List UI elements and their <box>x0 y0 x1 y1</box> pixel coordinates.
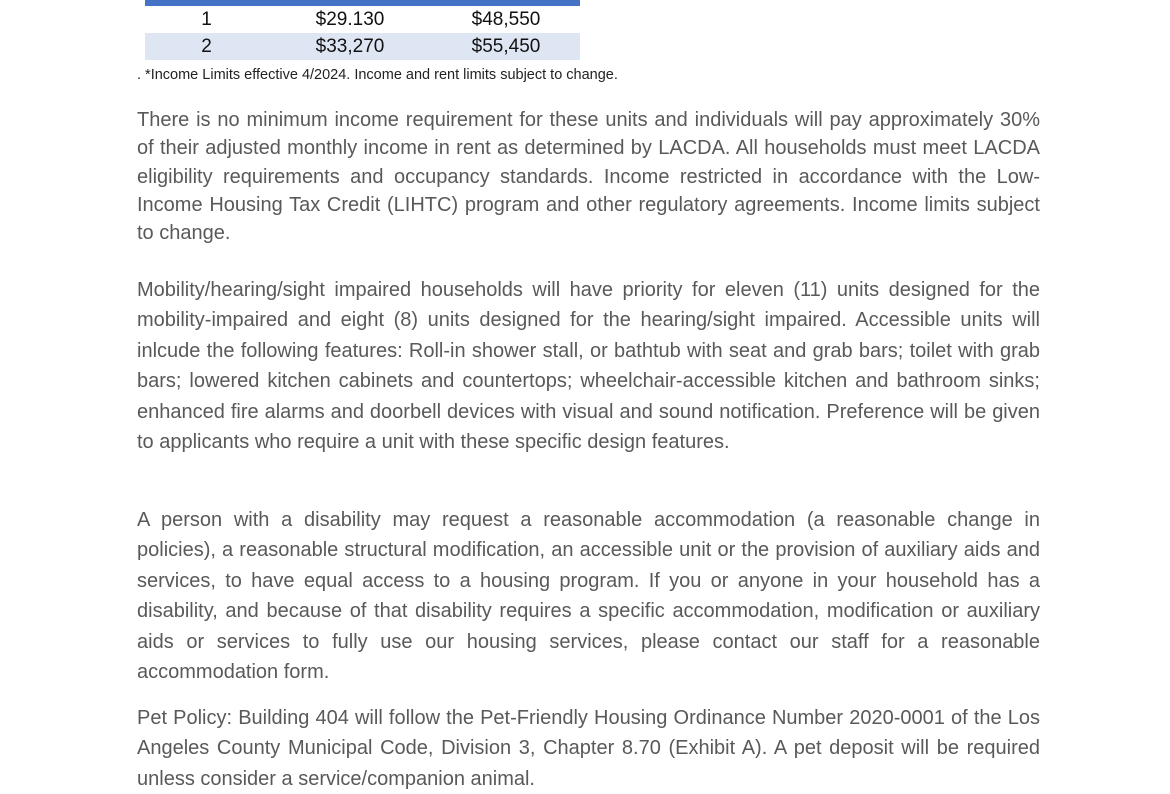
reasonable-accommodation-paragraph: A person with a disability may request a reasonable accommodation (a reasonable change in policies), a reasonable structural modification, an accessible unit or the provision of auxiliary aids and services, to have equal access to a housing program. If you or anyone in your household has a disability, and because of that disability requires a specific accommodation, modification or auxiliary aids or services to fully use our housing services, please contact our staff for a reasonable accommodation form. <box>137 509 1040 684</box>
income-limit-cell: $33,270 <box>268 33 432 60</box>
income-limits-footnote: . *Income Limits effective 4/2024. Income and rent limits subject to change. <box>137 67 618 83</box>
income-requirement-paragraph: There is no minimum income requirement for these units and individuals will pay approximately 30% of their adjusted monthly income in rent as determined by LACDA. All households must meet LACDA eligibility requirements and occupancy standards. Income restricted in accordance with the Low-Income Housing Tax Credit (LIHTC) program and other regulatory agreements. Income limits subject to change. <box>137 109 1040 245</box>
income-limit-cell: $48,550 <box>471 9 541 30</box>
income-limits-table <box>145 0 580 60</box>
table-row <box>145 33 580 60</box>
table-row <box>145 6 580 33</box>
household-size-cell: 1 <box>201 9 212 30</box>
household-size-cell: 2 <box>145 33 268 60</box>
income-limits-grid <box>145 6 580 60</box>
income-limit-cell: $29.130 <box>315 9 385 30</box>
income-limit-cell: $55,450 <box>432 33 580 60</box>
accessible-units-paragraph: Mobility/hearing/sight impaired households will have priority for eleven (11) units designed for the mobility-impaired and eight (8) units designed for the hearing/sight impaired. Accessible units will inlcude the following features: Roll-in shower stall, or bathtub with seat and grab bars; toilet with grab bars; lowered kitchen cabinets and countertops; wheelchair-accessible kitchen and bathroom sinks; enhanced fire alarms and doorbell devices with visual and sound notification. Preference will be given to applicants who require a unit with these specific design features. <box>137 279 1040 454</box>
pet-policy-paragraph: Pet Policy: Building 404 will follow the Pet-Friendly Housing Ordinance Number 2020-0001 of the Los Angeles County Municipal Code, Division 3, Chapter 8.70 (Exhibit A). A pet deposit will be required unless consider a service/companion animal. <box>137 707 1040 790</box>
